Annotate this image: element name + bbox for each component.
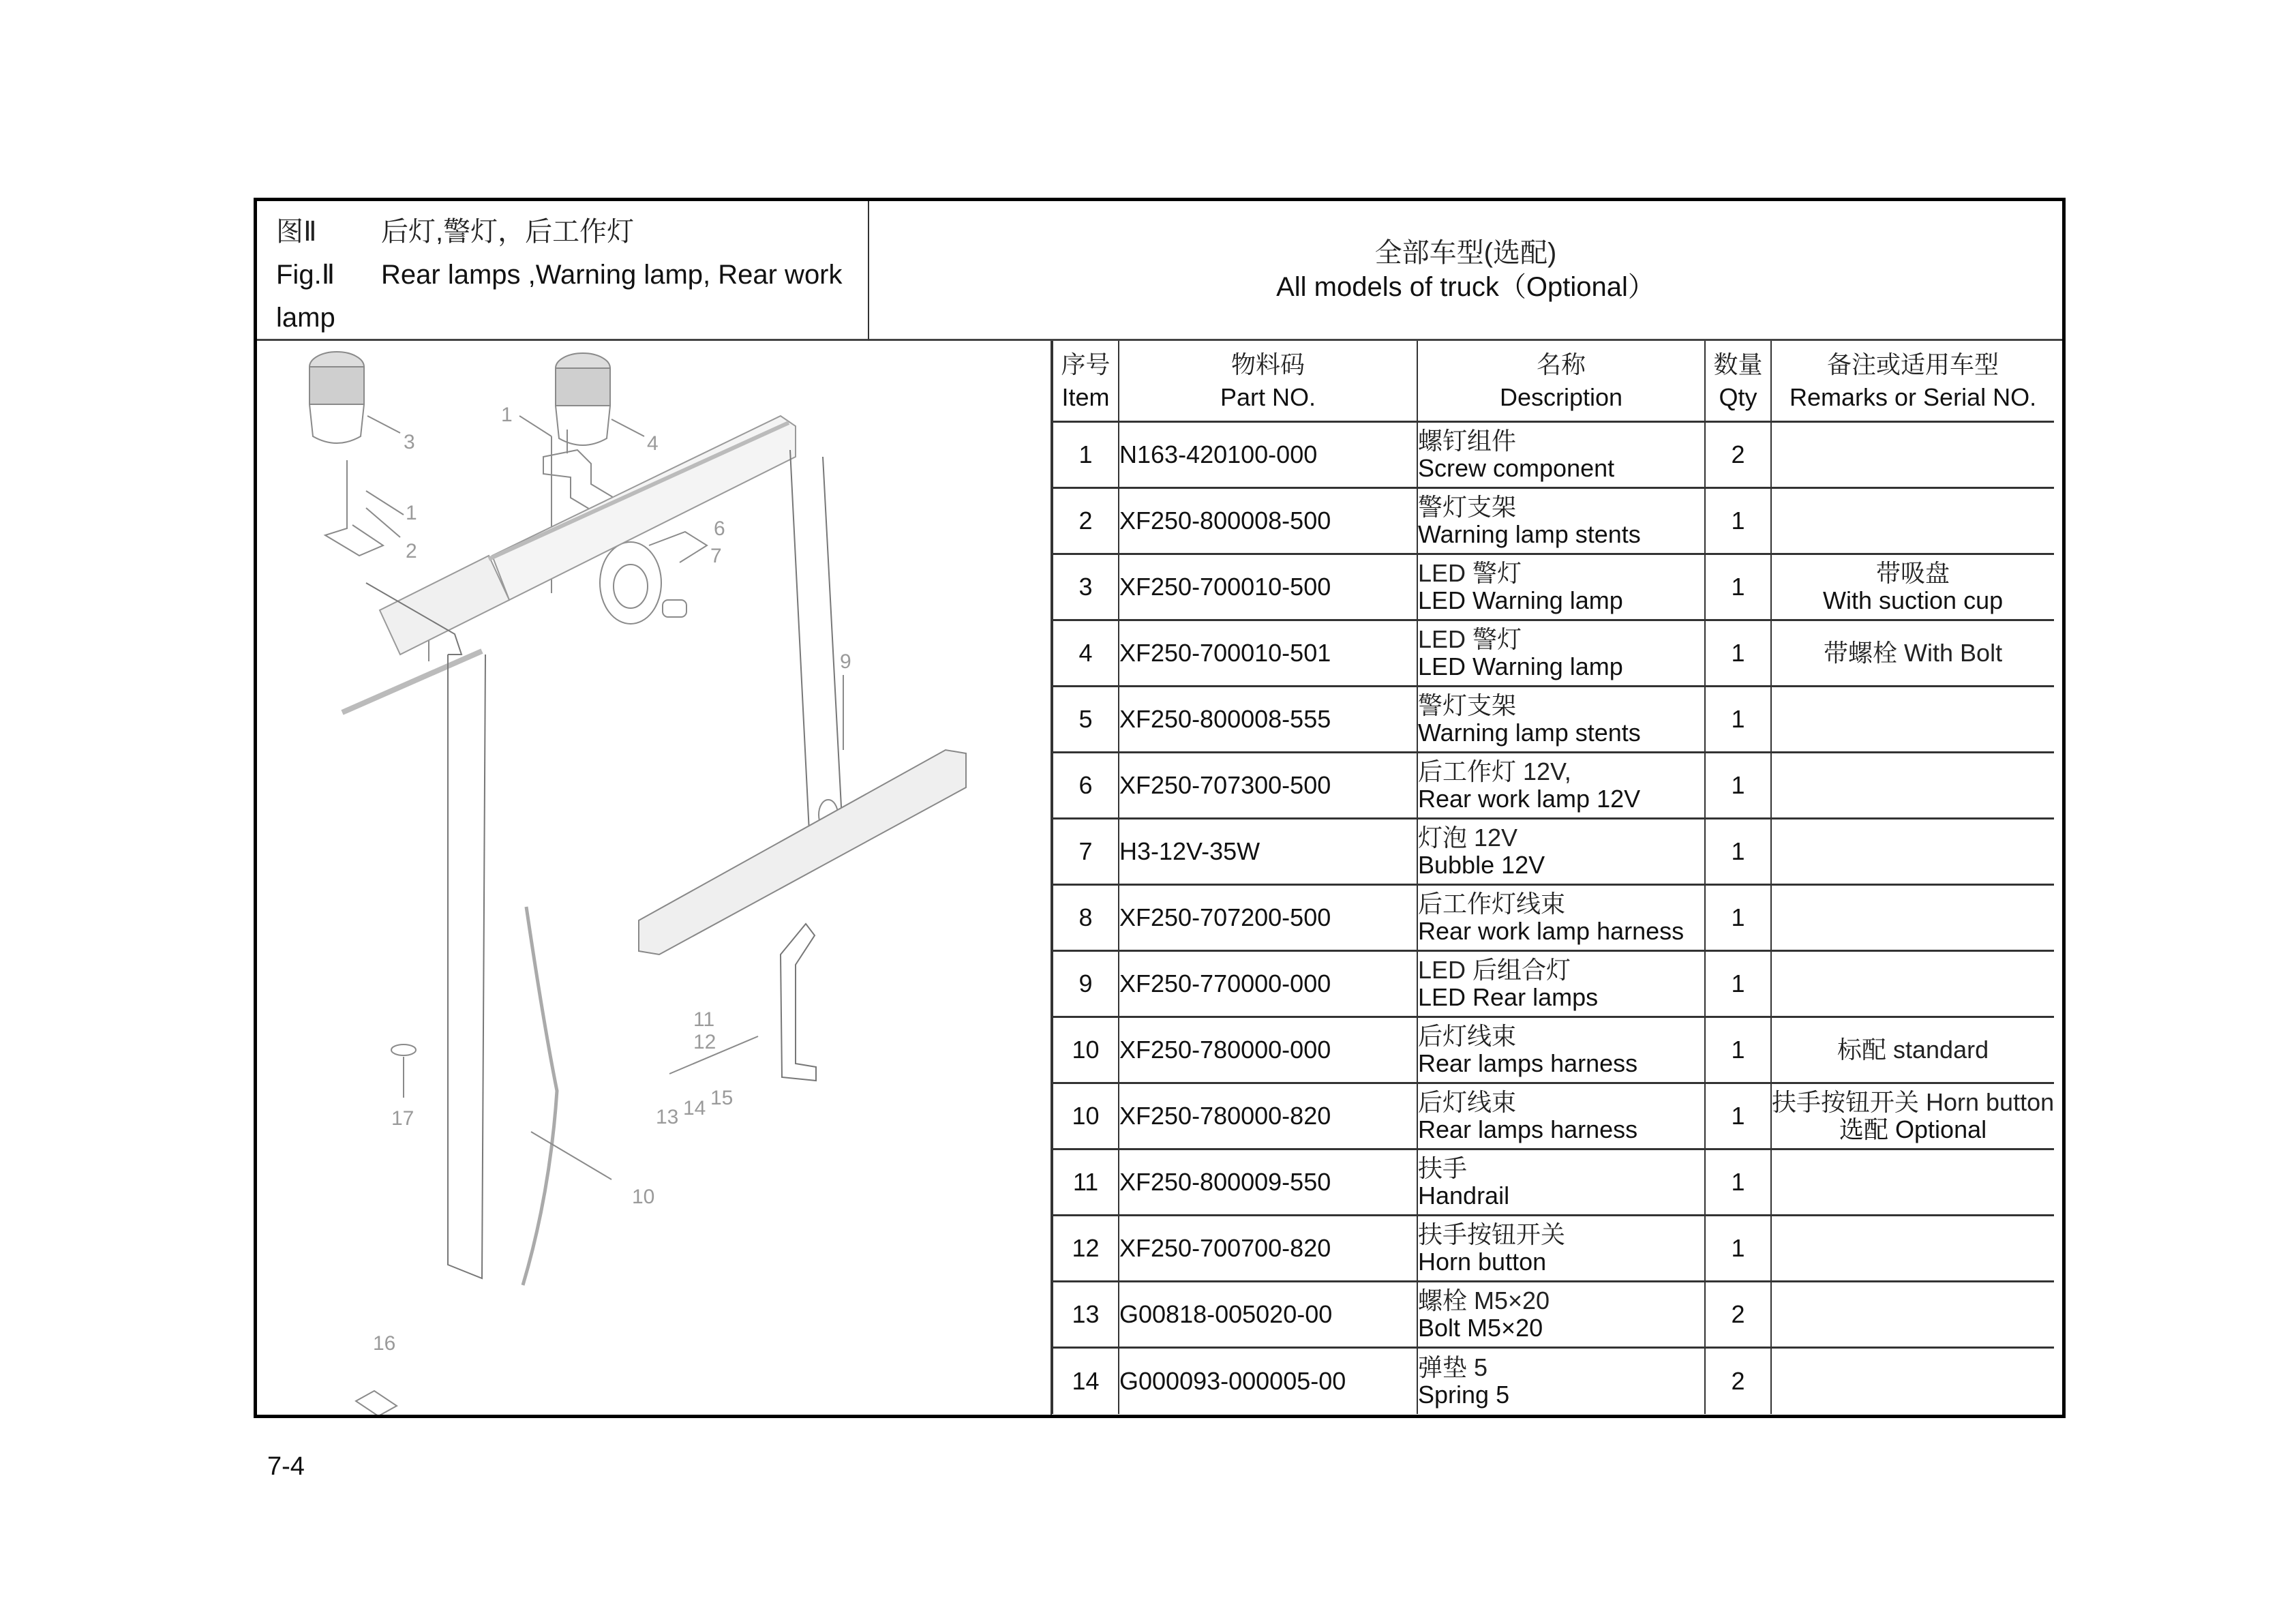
- table-row: [1053, 620, 2054, 687]
- parts-page-frame: [254, 198, 2066, 1418]
- description-cn: LED 后组合灯: [1418, 956, 1571, 984]
- svg-text:7: 7: [710, 545, 722, 567]
- part-number: G000093-000005-00: [1119, 1348, 1417, 1414]
- table-row: [1053, 488, 2054, 554]
- applicability-en: All models of truck（Optional）: [1276, 272, 1655, 302]
- remarks: [1771, 422, 2054, 488]
- description-cn: 螺钉组件: [1418, 427, 1517, 455]
- description: [1417, 687, 1705, 753]
- description-en: Handrail: [1418, 1182, 1510, 1209]
- svg-text:14: 14: [683, 1097, 706, 1119]
- column-header-description: 名称 Description: [1417, 341, 1705, 422]
- svg-text:12: 12: [693, 1031, 716, 1053]
- description: [1417, 422, 1705, 488]
- remarks-line-1: 标配 standard: [1837, 1036, 1989, 1064]
- figure-title-en: Rear lamps ,Warning lamp, Rear work: [381, 260, 843, 290]
- description: [1417, 1149, 1705, 1216]
- column-header-part-no: 物料码 Part NO.: [1119, 341, 1417, 422]
- description-en: Warning lamp stents: [1418, 719, 1641, 747]
- quantity: 1: [1705, 620, 1771, 687]
- part-number: XF250-780000-000: [1119, 1017, 1417, 1083]
- part-number: XF250-800008-555: [1119, 687, 1417, 753]
- quantity: 1: [1705, 554, 1771, 620]
- part-number: G00818-005020-00: [1119, 1282, 1417, 1348]
- description: [1417, 1348, 1705, 1414]
- table-row: [1053, 1216, 2054, 1282]
- part-number: XF250-707300-500: [1119, 753, 1417, 819]
- part-number: N163-420100-000: [1119, 422, 1417, 488]
- quantity: 1: [1705, 1017, 1771, 1083]
- quantity: 2: [1705, 1282, 1771, 1348]
- remarks: [1771, 554, 2054, 620]
- svg-text:1: 1: [406, 502, 417, 524]
- remarks: [1771, 1149, 2054, 1216]
- description: [1417, 1083, 1705, 1149]
- part-number: XF250-700010-500: [1119, 554, 1417, 620]
- table-row: [1053, 1083, 2054, 1149]
- part-number: XF250-780000-820: [1119, 1083, 1417, 1149]
- item-number: 5: [1053, 687, 1119, 753]
- item-number: 6: [1053, 753, 1119, 819]
- item-number: 9: [1053, 951, 1119, 1017]
- page-number: 7-4: [267, 1452, 305, 1481]
- remarks: [1771, 951, 2054, 1017]
- description: [1417, 1216, 1705, 1282]
- item-number: 11: [1053, 1149, 1119, 1216]
- svg-text:11: 11: [693, 1008, 715, 1031]
- quantity: 1: [1705, 1083, 1771, 1149]
- description-cn: 后工作灯 12V,: [1418, 757, 1571, 785]
- quantity: 2: [1705, 422, 1771, 488]
- item-number: 8: [1053, 885, 1119, 951]
- description-en: Screw component: [1418, 454, 1615, 482]
- description-en: Rear work lamp 12V: [1418, 785, 1641, 813]
- description-cn: 弹垫 5: [1418, 1353, 1488, 1381]
- figure-title-block: [257, 201, 869, 341]
- description: [1417, 1282, 1705, 1348]
- quantity: 1: [1705, 1216, 1771, 1282]
- description-en: Rear work lamp harness: [1418, 917, 1685, 945]
- table-row: [1053, 951, 2054, 1017]
- table-row: [1053, 554, 2054, 620]
- parts-table: [1052, 341, 2054, 1414]
- part-number: XF250-770000-000: [1119, 951, 1417, 1017]
- table-row: [1053, 1149, 2054, 1216]
- remarks: [1771, 488, 2054, 554]
- table-row: [1053, 1348, 2054, 1414]
- description-en: LED Rear lamps: [1418, 983, 1599, 1011]
- quantity: 1: [1705, 687, 1771, 753]
- description-en: LED Warning lamp: [1418, 586, 1623, 614]
- description-en: Horn button: [1418, 1248, 1547, 1276]
- description-cn: 警灯支架: [1418, 493, 1517, 521]
- table-row: [1053, 422, 2054, 488]
- quantity: 1: [1705, 819, 1771, 885]
- column-header-qty: 数量 Qty: [1705, 341, 1771, 422]
- part-number: XF250-800008-500: [1119, 488, 1417, 554]
- description-en: LED Warning lamp: [1418, 652, 1623, 680]
- description-cn: 扶手按钮开关: [1418, 1220, 1566, 1248]
- remarks-line-2: 选配 Optional: [1839, 1115, 1987, 1143]
- svg-text:6: 6: [714, 517, 725, 540]
- description-cn: LED 警灯: [1418, 625, 1522, 653]
- svg-text:3: 3: [404, 431, 415, 453]
- item-number: 12: [1053, 1216, 1119, 1282]
- quantity: 1: [1705, 1149, 1771, 1216]
- description: [1417, 1017, 1705, 1083]
- remarks: [1771, 753, 2054, 819]
- svg-text:10: 10: [632, 1186, 655, 1208]
- description: [1417, 885, 1705, 951]
- table-row: [1053, 687, 2054, 753]
- description-en: Bolt M5×20: [1418, 1314, 1543, 1342]
- description-en: Spring 5: [1418, 1380, 1510, 1409]
- remarks: [1771, 1083, 2054, 1149]
- description-en: Bubble 12V: [1418, 851, 1545, 879]
- item-number: 3: [1053, 554, 1119, 620]
- svg-text:15: 15: [710, 1087, 734, 1109]
- column-header-remarks: 备注或适用车型 Remarks or Serial NO.: [1771, 341, 2054, 422]
- table-row: [1053, 885, 2054, 951]
- description-en: Rear lamps harness: [1418, 1049, 1638, 1077]
- item-number: 1: [1053, 422, 1119, 488]
- description-cn: 螺栓 M5×20: [1418, 1287, 1550, 1314]
- remarks: [1771, 1017, 2054, 1083]
- quantity: 1: [1705, 885, 1771, 951]
- item-number: 10: [1053, 1017, 1119, 1083]
- quantity: 1: [1705, 753, 1771, 819]
- svg-text:16: 16: [373, 1332, 396, 1355]
- svg-text:2: 2: [406, 540, 417, 562]
- remarks: [1771, 885, 2054, 951]
- part-number: XF250-800009-550: [1119, 1149, 1417, 1216]
- quantity: 2: [1705, 1348, 1771, 1414]
- description-en: Warning lamp stents: [1418, 520, 1641, 548]
- item-number: 4: [1053, 620, 1119, 687]
- part-number: XF250-700010-501: [1119, 620, 1417, 687]
- item-number: 7: [1053, 819, 1119, 885]
- remarks: [1771, 1216, 2054, 1282]
- svg-text:1: 1: [501, 404, 513, 426]
- applicability-cn: 全部车型(选配): [1374, 238, 1557, 268]
- remarks: [1771, 1348, 2054, 1414]
- part-number: XF250-707200-500: [1119, 885, 1417, 951]
- item-number: 13: [1053, 1282, 1119, 1348]
- remarks-line-1: 带吸盘: [1876, 559, 1950, 587]
- figure-title-en-continued: lamp: [276, 303, 335, 333]
- description-cn: LED 警灯: [1418, 559, 1522, 587]
- svg-text:13: 13: [656, 1106, 679, 1128]
- svg-text:17: 17: [391, 1107, 414, 1130]
- figure-label-cn: 图Ⅱ: [276, 217, 317, 247]
- svg-text:4: 4: [647, 432, 659, 455]
- description: [1417, 620, 1705, 687]
- figure-title-cn: 后灯,警灯，后工作灯: [381, 217, 635, 247]
- remarks: [1771, 687, 2054, 753]
- description: [1417, 753, 1705, 819]
- description-cn: 后灯线束: [1418, 1022, 1517, 1050]
- description-cn: 灯泡 12V: [1418, 824, 1518, 852]
- quantity: 1: [1705, 488, 1771, 554]
- description: [1417, 554, 1705, 620]
- description-cn: 后灯线束: [1418, 1088, 1517, 1116]
- remarks-line-1: 扶手按钮开关 Horn button: [1772, 1088, 2055, 1116]
- remarks: [1771, 620, 2054, 687]
- svg-text:9: 9: [840, 650, 851, 673]
- part-number: XF250-700700-820: [1119, 1216, 1417, 1282]
- remarks-line-2: With suction cup: [1823, 586, 2004, 614]
- description: [1417, 819, 1705, 885]
- remarks: [1771, 819, 2054, 885]
- description-cn: 后工作灯线束: [1418, 890, 1566, 918]
- exploded-view-drawing: [257, 341, 1052, 1415]
- item-number: 10: [1053, 1083, 1119, 1149]
- table-row: [1053, 1282, 2054, 1348]
- table-row: [1053, 1017, 2054, 1083]
- description-cn: 扶手: [1418, 1154, 1468, 1182]
- table-header-row: [1053, 341, 2054, 422]
- quantity: 1: [1705, 951, 1771, 1017]
- figure-label-en: Fig.Ⅱ: [276, 260, 335, 290]
- applicability-block: [869, 201, 2062, 341]
- warning-lamp-3-illustration: [309, 352, 400, 443]
- remarks-line-1: 带螺栓 With Bolt: [1824, 639, 2003, 667]
- item-number: 2: [1053, 488, 1119, 554]
- item-number: 14: [1053, 1348, 1119, 1414]
- description: [1417, 488, 1705, 554]
- description-en: Rear lamps harness: [1418, 1115, 1638, 1143]
- description: [1417, 951, 1705, 1017]
- table-row: [1053, 819, 2054, 885]
- column-header-item: 序号 Item: [1053, 341, 1119, 422]
- description-cn: 警灯支架: [1418, 691, 1517, 719]
- remarks: [1771, 1282, 2054, 1348]
- part-number: H3-12V-35W: [1119, 819, 1417, 885]
- warning-lamp-4-illustration: [556, 353, 644, 445]
- table-row: [1053, 753, 2054, 819]
